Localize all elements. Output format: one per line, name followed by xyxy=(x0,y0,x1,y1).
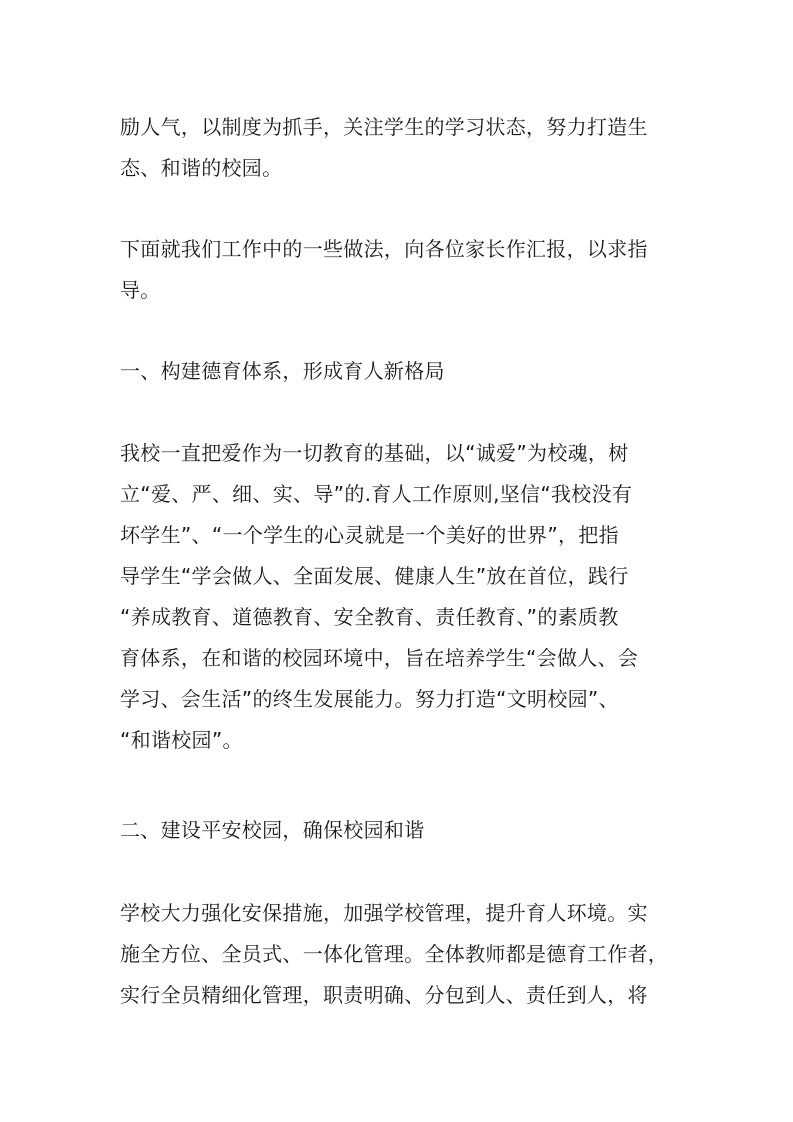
heading-text: 二、建设平安校园，确保校园和谐 xyxy=(120,818,425,842)
text-line: “养成教育、道德教育、安全教育、责任教育、”的素质教 xyxy=(120,605,619,629)
text-line: 导学生“学会做人、全面发展、健康人生”放在首位，践行 xyxy=(120,564,629,588)
paragraph-report-intro xyxy=(120,229,680,311)
text-line: 育体系，在和谐的校园环境中，旨在培养学生“会做人、会 xyxy=(120,646,639,670)
paragraph-moral-education xyxy=(120,433,680,761)
section-heading-2 xyxy=(120,810,680,851)
text-line: 下面就我们工作中的一些做法，向各位家长作汇报，以求指 xyxy=(120,237,648,261)
text-line: 学习、会生活”的终生发展能力。努力打造“文明校园”、 xyxy=(120,687,619,711)
section-heading-1 xyxy=(120,351,680,392)
text-line: 态、和谐的校园。 xyxy=(120,156,283,180)
text-line: 施全方位、全员式、一体化管理。全体教师都是德育工作者， xyxy=(120,942,669,966)
text-line: 坏学生”、“一个学生的心灵就是一个美好的世界”，把指 xyxy=(120,523,619,547)
text-line: 导。 xyxy=(120,278,161,302)
text-line: 实行全员精细化管理，职责明确、分包到人、责任到人，将 xyxy=(120,983,648,1007)
text-line: 我校一直把爱作为一切教育的基础，以“诚爱”为校魂，树 xyxy=(120,441,629,465)
text-line: 学校大力强化安保措施，加强学校管理，提升育人环境。实 xyxy=(120,901,648,925)
text-line: 励人气，以制度为抓手，关注学生的学习状态，努力打造生 xyxy=(120,115,648,139)
text-line: “和谐校园”。 xyxy=(120,728,243,752)
text-line: 立“爱、严、细、实、导”的.育人工作原则,坚信“我校没有 xyxy=(120,482,633,506)
heading-text: 一、构建德育体系，形成育人新格局 xyxy=(120,359,445,383)
paragraph-intro-continuation xyxy=(120,107,680,189)
paragraph-safe-campus xyxy=(120,893,680,1016)
